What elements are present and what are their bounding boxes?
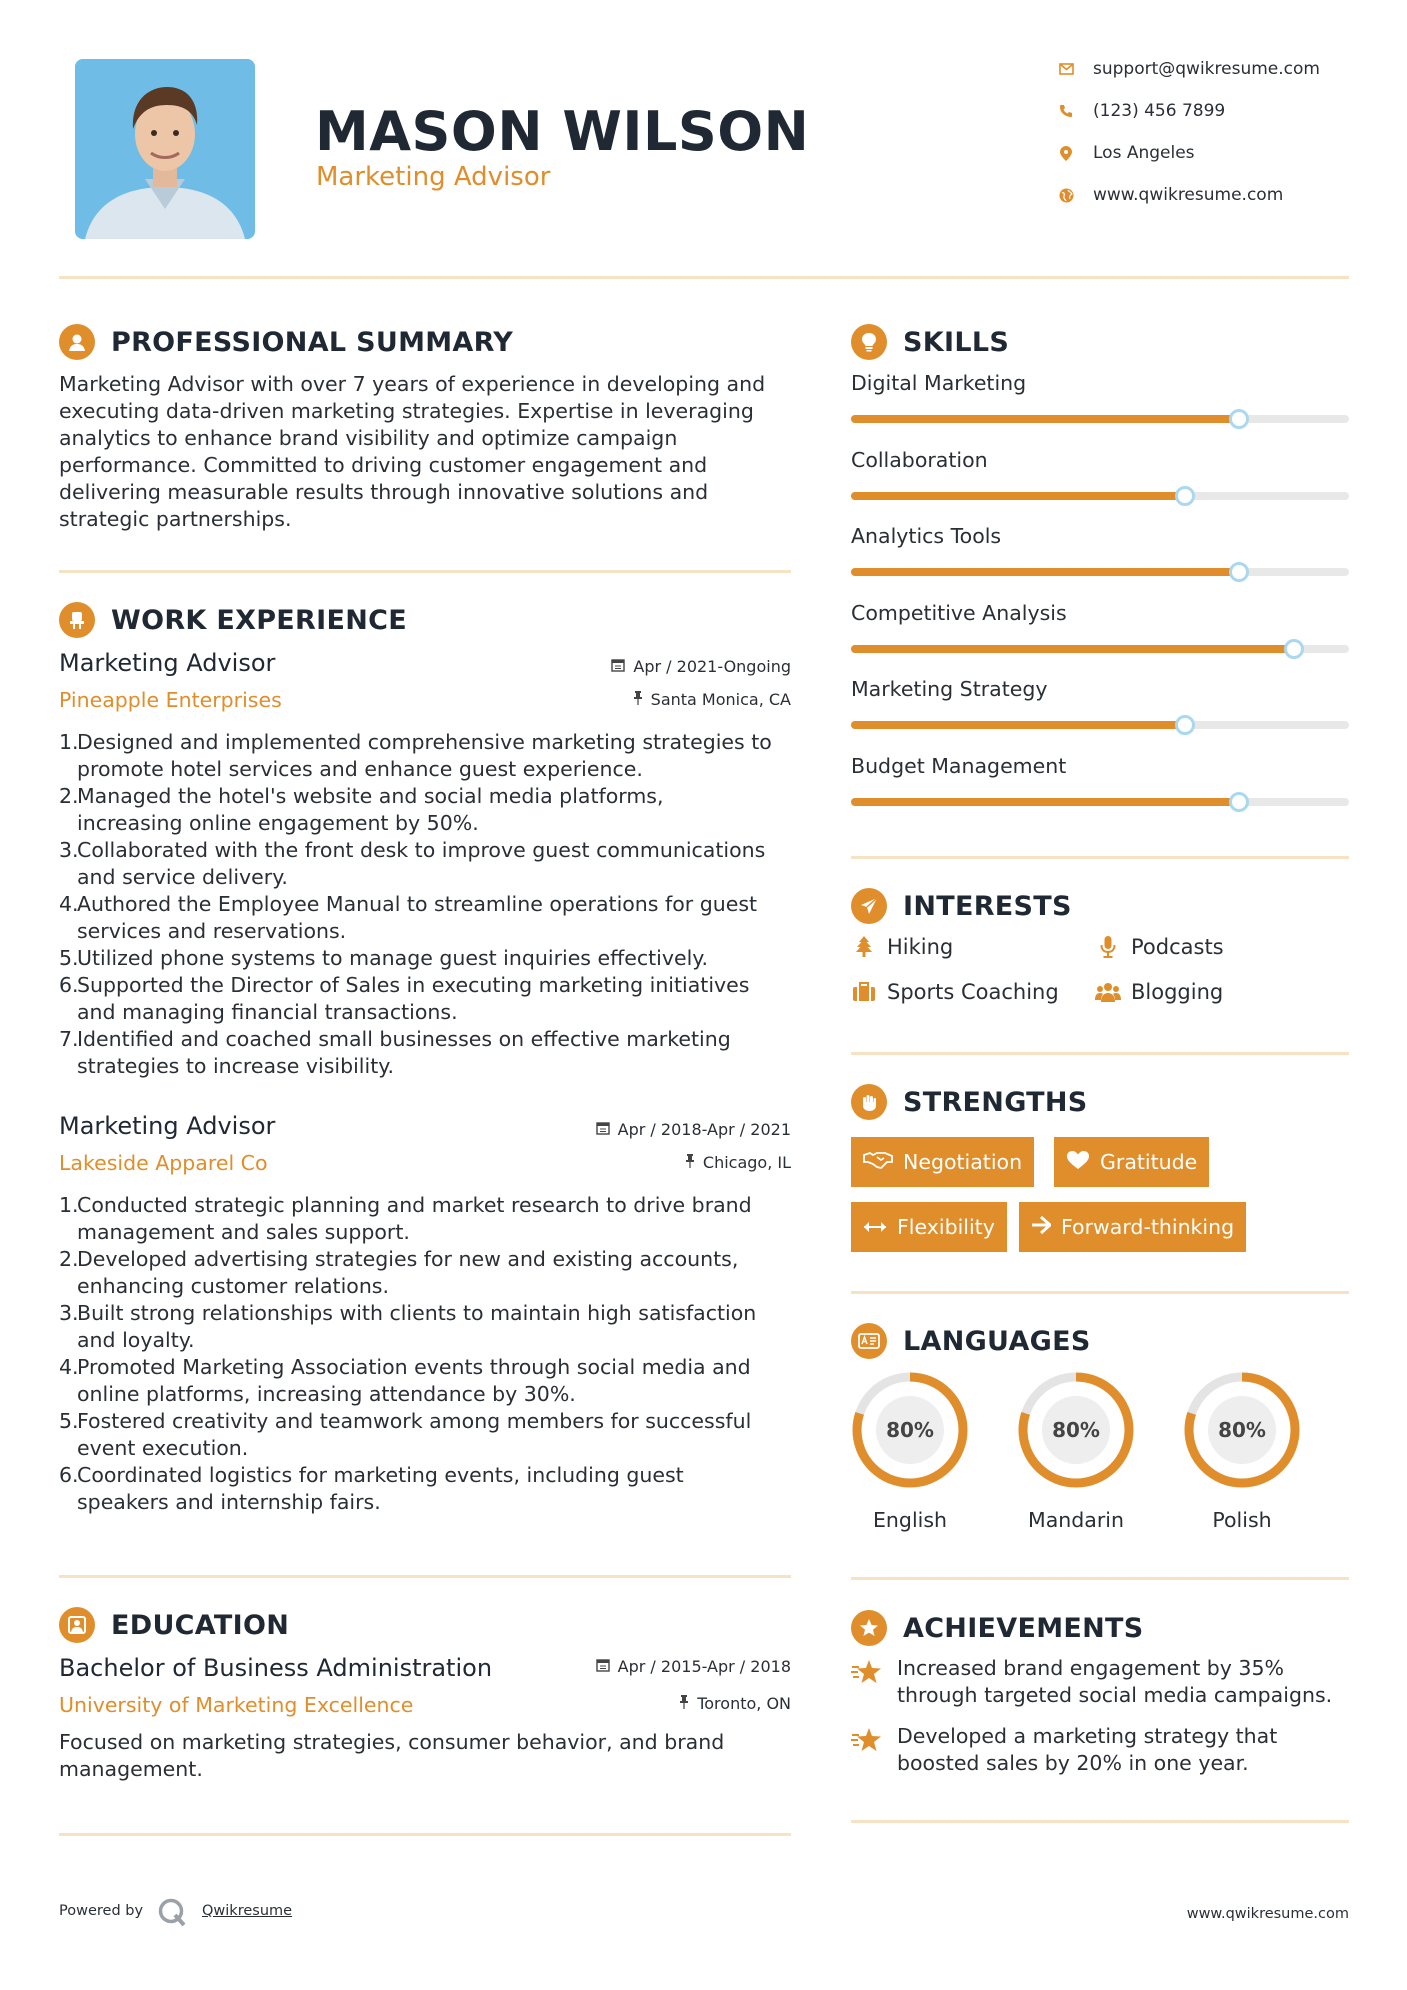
- language-progress-ring: [1182, 1370, 1302, 1490]
- degree: Bachelor of Business Administration: [59, 1654, 493, 1682]
- pushpin-icon: [679, 1695, 689, 1713]
- skill-bar-fill: [851, 721, 1185, 729]
- interest-label: Hiking: [887, 935, 954, 959]
- pushpin-icon: [685, 1154, 695, 1172]
- section-divider: [59, 1833, 791, 1836]
- user-icon: [59, 324, 95, 360]
- microphone-icon: [1095, 936, 1121, 958]
- skill-bar-track: [851, 492, 1349, 500]
- candidate-name: MASON WILSON: [315, 100, 810, 163]
- language-percent: 80%: [1218, 1418, 1266, 1442]
- strength-label: Flexibility: [897, 1215, 995, 1239]
- list-item: 7. Identified and coached small businesses on effective marketing strategies to increase visibility.: [59, 1027, 731, 1078]
- section-divider: [59, 570, 791, 573]
- envelope-icon: [1053, 63, 1079, 75]
- qwikresume-logo-icon: [157, 1897, 187, 1927]
- job-title: Marketing Advisor: [59, 1112, 276, 1140]
- language-item: [1016, 1370, 1136, 1532]
- interest-label: Blogging: [1131, 980, 1224, 1004]
- list-item: 4. Promoted Marketing Association events through social media and online platforms, increasing attendance by 30%.: [59, 1355, 751, 1406]
- strength-chip: [851, 1202, 1007, 1252]
- skill-level-knob: [1175, 486, 1195, 506]
- language-item: [850, 1370, 970, 1532]
- achievements-title: ACHIEVEMENTS: [903, 1612, 1144, 1644]
- skill-bar-track: [851, 568, 1349, 576]
- summary-line: strategic partnerships.: [59, 507, 292, 531]
- education-date: [541, 1657, 791, 1676]
- language-item: [1182, 1370, 1302, 1532]
- summary-title: PROFESSIONAL SUMMARY: [111, 326, 514, 358]
- skill-level-knob: [1284, 639, 1304, 659]
- job-bullets: [59, 729, 804, 1080]
- skill-label: Analytics Tools: [851, 524, 1002, 548]
- list-item: 2. Developed advertising strategies for new and existing accounts, enhancing customer relations.: [59, 1247, 739, 1298]
- interests-title: INTERESTS: [903, 890, 1072, 922]
- profile-photo: [75, 59, 255, 239]
- skill-bar-track: [851, 721, 1349, 729]
- contact-phone[interactable]: [1053, 96, 1353, 126]
- powered-by-label: Powered by: [59, 1903, 144, 1919]
- calendar-icon: [596, 1658, 610, 1676]
- contact-website-text: www.qwikresume.com: [1093, 185, 1284, 205]
- list-item: 5. Utilized phone systems to manage guest inquiries effectively.: [59, 946, 709, 970]
- education-location-text: Toronto, ON: [697, 1694, 791, 1713]
- star-badge-icon: [851, 1610, 887, 1646]
- summary-line: Marketing Advisor with over 7 years of experience in developing and: [59, 372, 766, 396]
- section-divider: [851, 856, 1349, 859]
- summary-heading: [59, 322, 513, 362]
- graduate-icon: [59, 1607, 95, 1643]
- work-heading: [59, 600, 407, 640]
- section-divider: [851, 1052, 1349, 1055]
- strength-label: Negotiation: [903, 1150, 1023, 1174]
- section-divider: [851, 1291, 1349, 1294]
- school: University of Marketing Excellence: [59, 1693, 414, 1717]
- contact-location: [1053, 138, 1353, 168]
- list-item: 4. Authored the Employee Manual to streamline operations for guest services and reservations.: [59, 892, 758, 943]
- phone-icon: [1053, 104, 1079, 118]
- skill-label: Digital Marketing: [851, 371, 1027, 395]
- strength-chip: [851, 1137, 1034, 1187]
- skill-level-knob: [1229, 562, 1249, 582]
- job-company: Pineapple Enterprises: [59, 688, 282, 712]
- skill-level-knob: [1175, 715, 1195, 735]
- briefcase-icon: [851, 982, 877, 1002]
- job-bullets: [59, 1192, 804, 1516]
- star-icon: [851, 1655, 883, 1709]
- interest-label: Sports Coaching: [887, 980, 1059, 1004]
- language-label: Polish: [1212, 1508, 1272, 1532]
- arrow-right-icon: [1031, 1215, 1051, 1239]
- education-location: [541, 1694, 791, 1713]
- skills-heading: [851, 322, 1009, 362]
- skill-bar-fill: [851, 798, 1239, 806]
- users-icon: [1095, 981, 1121, 1003]
- list-item: 2. Managed the hotel's website and social media platforms, increasing online engagement by 50%.: [59, 784, 664, 835]
- contact-location-text: Los Angeles: [1093, 143, 1195, 163]
- contact-email-text: support@qwikresume.com: [1093, 59, 1320, 79]
- language-label: Mandarin: [1028, 1508, 1124, 1532]
- skill-bar-fill: [851, 645, 1294, 653]
- handshake-icon: [863, 1150, 893, 1174]
- summary-line: performance. Committed to driving customer engagement and: [59, 453, 708, 477]
- section-divider: [851, 1577, 1349, 1580]
- strength-label: Forward-thinking: [1061, 1215, 1235, 1239]
- education-title: EDUCATION: [111, 1609, 290, 1641]
- globe-icon: [1053, 188, 1079, 203]
- strengths-heading: [851, 1082, 1088, 1122]
- list-item: 6. Coordinated logistics for marketing events, including guest speakers and internship fairs.: [59, 1463, 684, 1514]
- language-card-icon: [851, 1323, 887, 1359]
- summary-line: delivering measurable results through innovative solutions and: [59, 480, 709, 504]
- skill-label: Competitive Analysis: [851, 600, 1067, 625]
- contact-email[interactable]: [1053, 54, 1353, 84]
- skill-bar-fill: [851, 492, 1185, 500]
- calendar-icon: [611, 658, 625, 676]
- pushpin-icon: [633, 691, 643, 709]
- languages-title: LANGUAGES: [903, 1325, 1091, 1357]
- list-item: 1. Designed and implemented comprehensive marketing strategies to promote hotel services and enhance guest experience.: [59, 730, 772, 781]
- skill-bar-fill: [851, 568, 1239, 576]
- lightbulb-icon: [851, 324, 887, 360]
- strength-label: Gratitude: [1100, 1150, 1198, 1174]
- interest-item: [851, 935, 953, 959]
- interest-item: [851, 980, 1059, 1004]
- qwikresume-link[interactable]: Qwikresume: [202, 1903, 293, 1919]
- skill-bar-track: [851, 645, 1349, 653]
- job-location: [541, 690, 791, 709]
- languages-heading: [851, 1321, 1091, 1361]
- heart-icon: [1066, 1150, 1090, 1175]
- skill-label: Budget Management: [851, 753, 1067, 778]
- interests-heading: [851, 886, 1072, 926]
- job-company: Lakeside Apparel Co: [59, 1151, 268, 1175]
- achievement-item: Increased brand engagement by 35% through targeted social media campaigns.: [851, 1655, 1351, 1709]
- list-item: 6. Supported the Director of Sales in executing marketing initiatives and managing financial transactions.: [59, 973, 750, 1024]
- language-label: English: [872, 1508, 948, 1532]
- chair-icon: [59, 602, 95, 638]
- summary-text: [59, 371, 799, 533]
- location-pin-icon: [1053, 146, 1079, 161]
- list-item: 3. Built strong relationships with clients to maintain high satisfaction and loyalty.: [59, 1301, 757, 1352]
- arrows-horizontal-icon: [863, 1215, 887, 1239]
- skill-bar-track: [851, 798, 1349, 806]
- list-item: 3. Collaborated with the front desk to improve guest communications and service delivery.: [59, 838, 766, 889]
- job-location-text: Chicago, IL: [702, 1153, 791, 1172]
- achievements-heading: [851, 1608, 1144, 1648]
- interest-label: Podcasts: [1131, 935, 1224, 959]
- job-date: [541, 1120, 791, 1139]
- strength-chip: [1019, 1202, 1246, 1252]
- language-percent: 80%: [1052, 1418, 1100, 1442]
- job-date-text: Apr / 2018-Apr / 2021: [617, 1120, 791, 1139]
- section-divider: [851, 1820, 1349, 1823]
- job-location: [541, 1153, 791, 1172]
- list-item: 1. Conducted strategic planning and market research to drive brand management and sales support.: [59, 1193, 752, 1244]
- skill-bar-track: [851, 415, 1349, 423]
- contact-website[interactable]: [1053, 180, 1353, 210]
- skill-label: Marketing Strategy: [851, 677, 1048, 701]
- summary-line: analytics to enhance brand visibility and optimize campaign: [59, 426, 678, 450]
- education-heading: [59, 1605, 289, 1645]
- footer-url[interactable]: www.qwikresume.com: [1186, 1906, 1349, 1922]
- contact-phone-text: (123) 456 7899: [1093, 101, 1226, 121]
- list-item: 5. Fostered creativity and teamwork among members for successful event execution.: [59, 1409, 752, 1460]
- skill-bar-fill: [851, 415, 1239, 423]
- skill-label: Collaboration: [851, 447, 988, 472]
- job-date-text: Apr / 2021-Ongoing: [633, 657, 791, 676]
- paper-plane-icon: [851, 888, 887, 924]
- interest-item: [1095, 935, 1224, 959]
- work-title: WORK EXPERIENCE: [111, 604, 407, 636]
- job-title: Marketing Advisor: [59, 649, 276, 677]
- header-divider: [59, 276, 1349, 279]
- skill-level-knob: [1229, 792, 1249, 812]
- language-progress-ring: [1016, 1370, 1136, 1490]
- job-location-text: Santa Monica, CA: [650, 690, 791, 709]
- language-progress-ring: [850, 1370, 970, 1490]
- summary-line: executing data-driven marketing strategies. Expertise in leveraging: [59, 399, 754, 423]
- achievement-item: Developed a marketing strategy that boosted sales by 20% in one year.: [851, 1723, 1351, 1777]
- language-percent: 80%: [886, 1418, 934, 1442]
- strength-chip: [1054, 1137, 1209, 1187]
- fist-icon: [851, 1084, 887, 1120]
- star-icon: [851, 1723, 883, 1777]
- calendar-icon: [596, 1121, 610, 1139]
- section-divider: [59, 1575, 791, 1578]
- education-description: Focused on marketing strategies, consumer behavior, and brand management.: [59, 1730, 725, 1781]
- education-date-text: Apr / 2015-Apr / 2018: [617, 1657, 791, 1676]
- candidate-role: Marketing Advisor: [316, 162, 551, 192]
- job-date: [541, 657, 791, 676]
- skill-level-knob: [1229, 409, 1249, 429]
- strengths-title: STRENGTHS: [903, 1086, 1088, 1118]
- interest-item: [1095, 980, 1223, 1004]
- tree-icon: [851, 936, 877, 958]
- skills-title: SKILLS: [903, 326, 1010, 358]
